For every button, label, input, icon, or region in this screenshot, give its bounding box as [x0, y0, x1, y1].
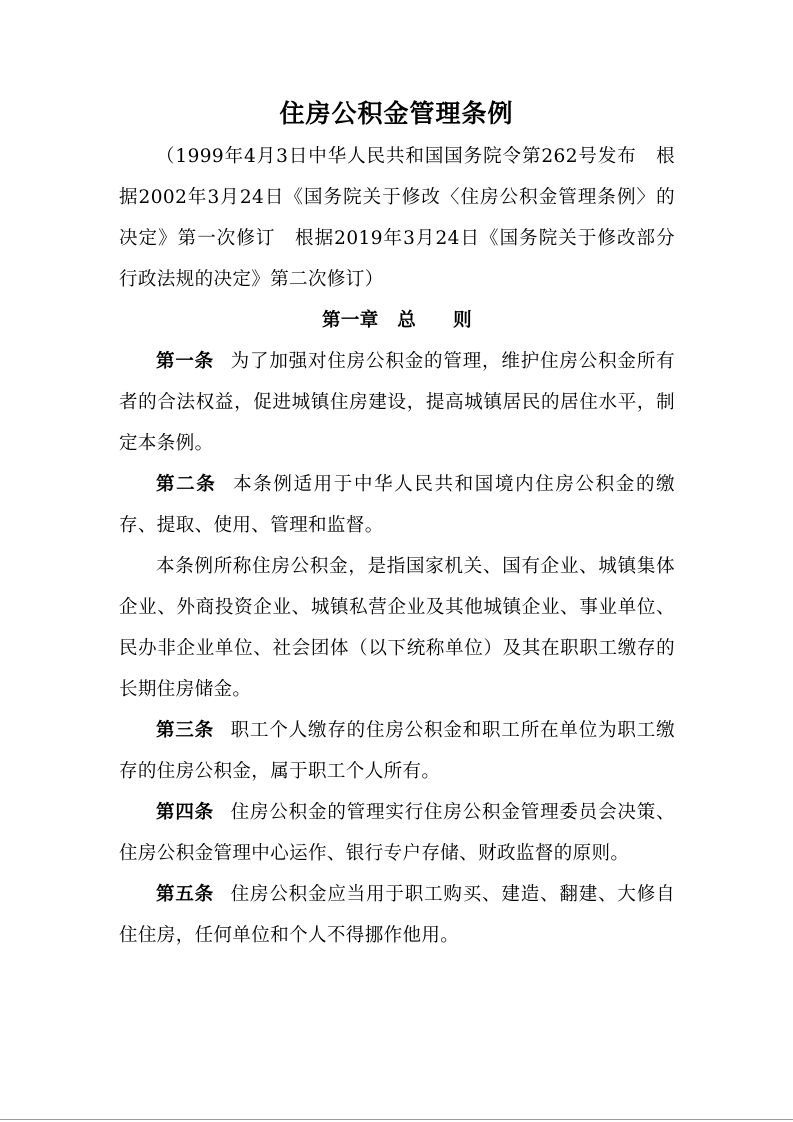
article-number: 第二条 [156, 474, 217, 495]
article-text: 住房公积金的管理实行住房公积金管理委员会决策、住房公积金管理中心运作、银行专户存储、财政监督的原则。 [119, 802, 675, 864]
article-2 [119, 464, 675, 546]
article-1 [119, 341, 675, 464]
chapter-heading [119, 300, 675, 341]
article-5 [119, 874, 675, 956]
article-number: 第一条 [156, 351, 215, 372]
chapter-title-part1: 总 [397, 310, 417, 331]
chapter-number: 第一章 [321, 310, 379, 331]
promulgation-note: （1999年4月3日中华人民共和国国务院令第262号发布 根据2002年3月24日《国务院关于修改〈住房公积金管理条例〉的决定》第一次修订 根据2019年3月24日《国务院关于修改部分行政法规的决定》第二次修订） [119, 146, 675, 290]
article-text: 为了加强对住房公积金的管理，维护住房公积金所有者的合法权益，促进城镇住房建设，提高城镇居民的居住水平，制定本条例。 [119, 351, 675, 454]
document-title: 住房公积金管理条例 [279, 99, 514, 128]
article-text: 本条例适用于中华人民共和国境内住房公积金的缴存、提取、使用、管理和监督。 [119, 474, 675, 536]
chapter-title-part2: 则 [453, 310, 472, 331]
article-text: 职工个人缴存的住房公积金和职工所在单位为职工缴存的住房公积金，属于职工个人所有。 [119, 720, 675, 782]
document-body [119, 136, 675, 956]
article-number: 第五条 [156, 884, 215, 905]
article-3 [119, 710, 675, 792]
article-2-continuation: 本条例所称住房公积金，是指国家机关、国有企业、城镇集体企业、外商投资企业、城镇私营企业及其他城镇企业、事业单位、民办非企业单位、社会团体（以下统称单位）及其在职职工缴存的长期住房储金。 [119, 556, 675, 700]
article-4 [119, 792, 675, 874]
page-bottom-divider [0, 1119, 793, 1120]
article-number: 第四条 [156, 802, 215, 823]
article-text: 住房公积金应当用于职工购买、建造、翻建、大修自住住房，任何单位和个人不得挪作他用。 [119, 884, 675, 946]
article-number: 第三条 [156, 720, 215, 741]
